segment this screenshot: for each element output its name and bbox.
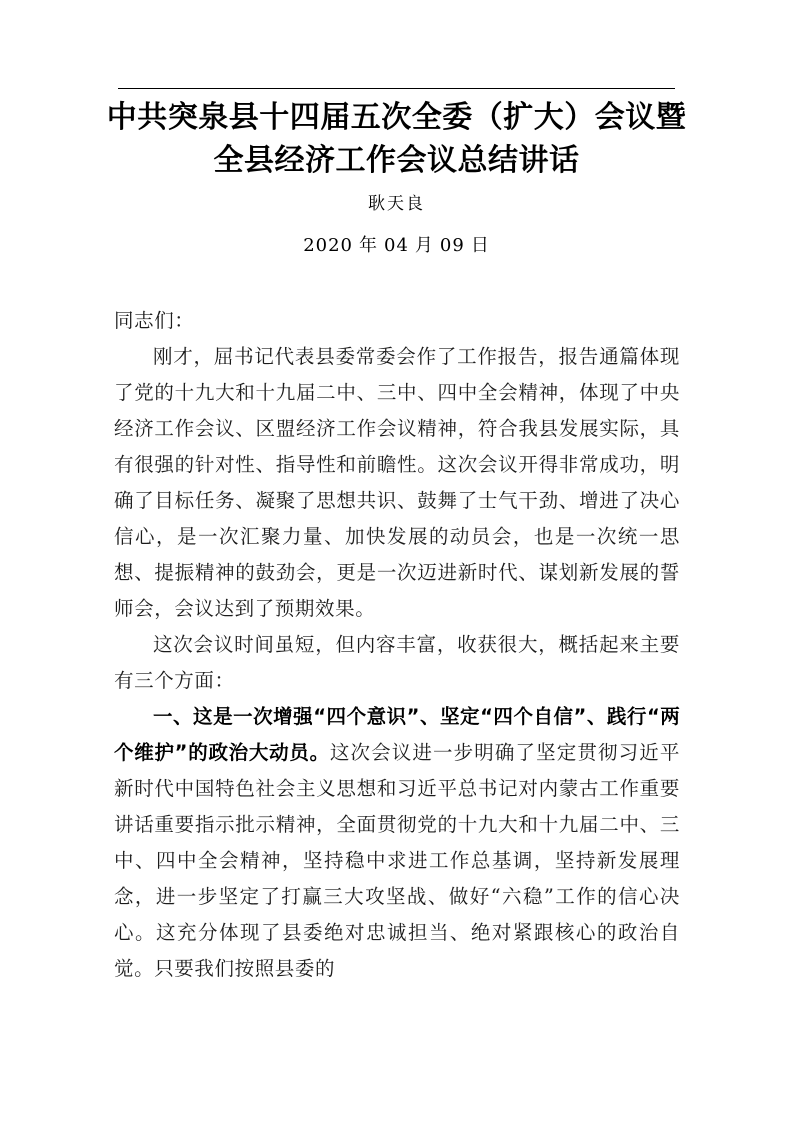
title-line-2: 全县经济工作会议总结讲话: [213, 143, 580, 178]
section-one-paragraph: [114, 699, 680, 987]
document-date: [96, 231, 697, 257]
title-line-1: 中共突泉县十四届五次全委（扩大）会议暨: [106, 100, 687, 135]
section-one-body: 这次会议进一步明确了坚定贯彻习近平新时代中国特色社会主义思想和习近平总书记对内蒙古工作重要讲话重要指示批示精神，全面贯彻党的十九大和十九届二中、三中、四中全会精神，坚持稳中求进工作总基调，坚持新发展理念，进一步坚定了打赢三大攻坚战、做好“六稳”工作的信心决心。这充分体现了县委绝对忠诚担当、绝对紧跟核心的政治自觉。只要我们按照县委的: [114, 741, 680, 980]
page-title: [96, 96, 697, 182]
date-year: 2020: [303, 235, 353, 256]
salutation: 同志们：: [114, 309, 195, 332]
document-body: [114, 303, 680, 987]
author-name: 耿天良: [368, 194, 425, 214]
date-month-unit: 月: [414, 235, 434, 256]
paragraph-2: 这次会议时间虽短，但内容丰富，收获很大，概括起来主要有三个方面：: [114, 633, 680, 692]
paragraph-1: 刚才，屈书记代表县委常委会作了工作报告，报告通篇体现了党的十九大和十九届二中、三中、四中全会精神，体现了中央经济工作会议、区盟经济工作会议精神，符合我县发展实际，具有很强的针对性、指导性和前瞻性。这次会议开得非常成功，明确了目标任务、凝聚了思想共识、鼓舞了士气干劲、增进了决心信心，是一次汇聚力量、加快发展的动员会，也是一次统一思想、提振精神的鼓劲会，更是一次迈进新时代、谋划新发展的誓师会，会议达到了预期效果。: [114, 345, 680, 620]
date-day-unit: 日: [470, 235, 490, 256]
date-month: 04: [384, 235, 409, 256]
section-one-heading: 一、这是一次增强“四个意识”、坚定“四个自信”、践行“两个维护”的政治大动员。: [114, 705, 680, 764]
date-year-unit: 年: [359, 235, 378, 256]
header-divider-rule: [118, 88, 675, 89]
date-day: 09: [439, 235, 465, 256]
